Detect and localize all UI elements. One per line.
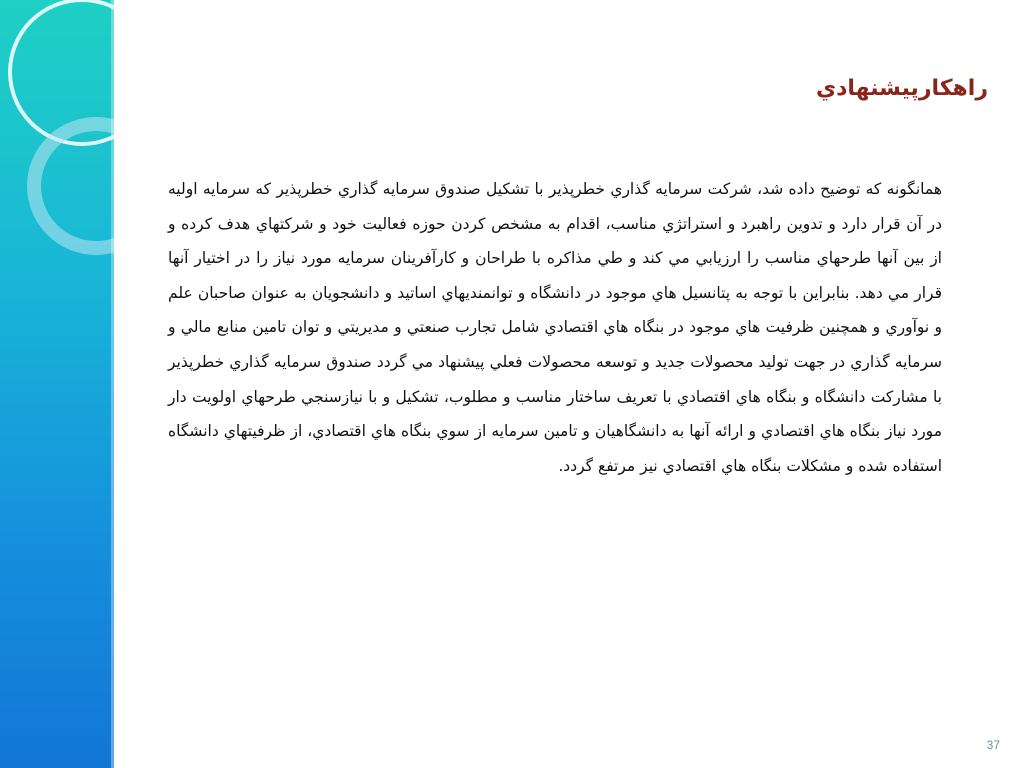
decorative-rings xyxy=(0,0,114,300)
body-paragraph: همانگونه که توضیح داده شد، شرکت سرمایه گذاري خطرپذیر با تشکیل صندوق سرمایه گذاري خطرپذیر که سرمایه اولیه در آن قرار دارد و تدوین راهبرد و استراتژي مناسب، اقدام به مشخص کردن حوزه فعالیت خود و شرکتهاي هدف کرده و از بین آنها طرحهاي مناسب را ارزیابي مي کند و طي مذاکره با طراحان و کارآفرینان سرمایه مورد نیاز را در اختیار آنها قرار مي دهد. بنابراین با توجه به پتانسیل هاي موجود در دانشگاه و توانمندیهاي اساتید و دانشجویان به عنوان صاحبان علم و نوآوري و همچنین ظرفیت هاي موجود در بنگاه هاي اقتصادي شامل تجارب صنعتي و مدیریتي و توان تامین منابع مالي و سرمایه گذاري در جهت تولید محصولات جدید و توسعه محصولات فعلي پیشنهاد مي گردد صندوق سرمایه گذاري خطرپذیر با مشارکت دانشگاه و بنگاه هاي اقتصادي با تعریف ساختار مناسب و مطلوب، تشکیل و با نیازسنجي طرحهاي اولویت دار مورد نیاز بنگاه هاي اقتصادي و ارائه آنها به دانشگاهیان و تامین سرمایه از سوي بنگاه هاي اقتصادي، از ظرفیتهاي دانشگاه استفاده شده و مشکلات بنگاه هاي اقتصادي نیز مرتفع گردد. xyxy=(168,180,942,475)
side-decoration-band xyxy=(0,0,114,768)
slide-title: راهکارپیشنهادي xyxy=(815,76,988,101)
page-number: 37 xyxy=(986,738,1000,752)
